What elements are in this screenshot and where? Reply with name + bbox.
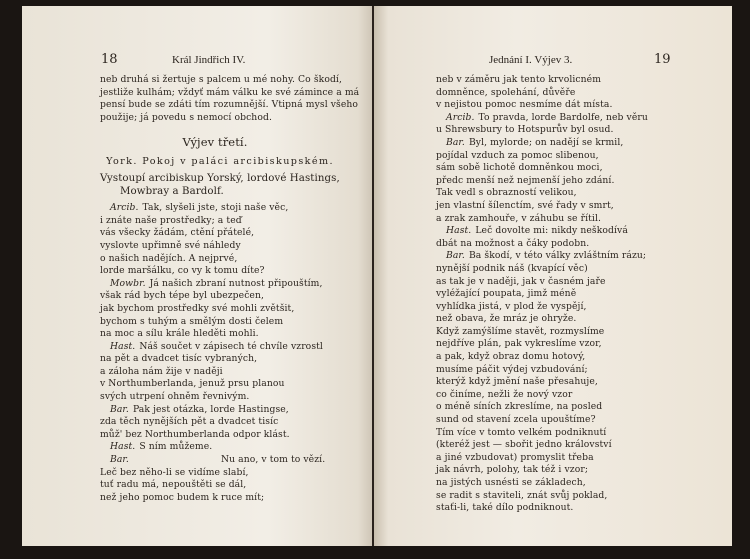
verse-line [436, 87, 648, 100]
verse-text: předc menší než nejmenší jeho zdání. [436, 174, 615, 186]
verse-line [436, 452, 648, 465]
verse-line [100, 416, 359, 429]
speaker-name: Bar. [446, 136, 465, 148]
verse-line [100, 303, 359, 316]
verse-text: vyhlídka jistá, v plod že vyspějí, [436, 300, 587, 312]
verse-text: Leč bez něho-li se vidíme slabí, [100, 466, 249, 478]
right-page [374, 6, 732, 546]
verse-text: Tím více v tomto velkém podniknutí [436, 426, 607, 438]
verse-text: staťi-li, také dílo podniknout. [436, 502, 574, 514]
verse-line [436, 490, 648, 503]
verse-line [100, 492, 359, 505]
text-line: pensí bude se zdáti tím rozumnější. Vtipná mysl všeho [100, 99, 359, 111]
verse-text: sund od stavení zcela upouštíme? [436, 414, 596, 426]
verse-line [100, 278, 359, 291]
verse-text: neb v záměru jak tento krvolicném [436, 74, 602, 85]
dialogue-block [436, 74, 648, 515]
verse-text: můž' bez Northumberlanda odpor klást. [100, 428, 290, 440]
stage-direction: Vystoupí arcibiskup Yorský, lordové Hastings, [100, 172, 340, 184]
speaker-name: Hast. [110, 441, 136, 453]
verse-line [100, 429, 359, 442]
verse-line [436, 112, 648, 125]
verse-text: co činíme, nežli že nový vzor [436, 388, 573, 400]
verse-text: nynější podnik náš (kvapící věc) [436, 262, 588, 274]
left-text-block [100, 74, 359, 504]
verse-line [100, 316, 359, 329]
verse-text: (kteréž jest — sbořit jedno království [436, 439, 612, 451]
verse-line [100, 265, 359, 278]
verse-text: a jiné vzbudovat) promyslit třeba [436, 451, 594, 463]
verse-text: a zrak zamhouře, v záhubu se řítil. [436, 212, 602, 224]
right-text-block [436, 74, 648, 515]
verse-text: a pak, když obraz domu hotový, [436, 351, 586, 363]
open-book [22, 6, 732, 546]
verse-text: Já našich zbraní nutnost připouštím, [149, 277, 323, 289]
verse-line [100, 253, 359, 266]
verse-text: však rád bych tépe byl ubezpečen, [100, 290, 265, 302]
verse-line [436, 187, 648, 200]
speaker-name: Arcib. [110, 202, 139, 214]
verse-text: Pak jest otázka, lorde Hastingse, [132, 403, 289, 415]
verse-text: sám sobě lichotě domněnkou moci, [436, 162, 603, 174]
verse-line [436, 326, 648, 339]
verse-text: svých utrpení ohněm řevnivým. [100, 391, 250, 403]
verse-line [100, 454, 359, 467]
text-line: neb druhá si žertuje s palcem u mé nohy. Co škodí, [100, 74, 342, 85]
verse-line [436, 477, 648, 490]
verse-text: vyslovte upřimně své náhledy [100, 239, 241, 251]
verse-line [100, 391, 359, 404]
verse-line [100, 479, 359, 492]
verse-text: na moc a sílu krále hleděti mohli. [100, 328, 259, 340]
verse-line [436, 175, 648, 188]
verse-line [436, 162, 648, 175]
running-header: Král Jindřich IV. [172, 54, 246, 66]
verse-line [436, 74, 648, 87]
verse-text: než obava, že mráz je ohryže. [436, 313, 577, 325]
verse-text: Ba škodí, v této války zvláštním rázu; [468, 250, 647, 262]
verse-text: Náš součet v zápisech té chvíle vzrostl [139, 340, 323, 352]
verse-line [436, 401, 648, 414]
page-number: 19 [654, 52, 671, 67]
verse-line [436, 389, 648, 402]
verse-line [436, 414, 648, 427]
verse-text: pojídal vzduch za pomoc slibenou, [436, 149, 599, 161]
speaker-name: Bar. [446, 250, 465, 262]
verse-line [436, 250, 648, 263]
verse-line [100, 467, 359, 480]
verse-text: bychom s tuhým a smělým dosti čelem [100, 315, 284, 327]
verse-line [436, 464, 648, 477]
verse-text: na jistých usnésti se základech, [436, 477, 586, 488]
verse-text: v nejistou pomoc nesmíme dát místa. [436, 99, 613, 111]
verse-line [436, 338, 648, 351]
verse-line [436, 276, 648, 289]
verse-text: se radit s staviteli, znát svůj poklad, [436, 489, 608, 501]
verse-line [100, 404, 359, 417]
verse-text: u Shrewsbury to Hotspurův byl osud. [436, 124, 614, 136]
verse-text: na pět a dvadcet tisíc vybraných, [100, 353, 258, 365]
verse-line [436, 502, 648, 515]
verse-text: a záloha nám žije v naději [100, 365, 223, 377]
verse-text: domněnce, spolehání, důvěře [436, 86, 576, 98]
verse-line [100, 441, 359, 454]
verse-line [100, 366, 359, 379]
speaker-name: Hast. [110, 340, 136, 352]
dialogue-block [100, 202, 359, 504]
verse-text: dbát na možnost a čáky podobn. [436, 237, 590, 249]
speaker-name: Bar. [110, 403, 129, 415]
verse-text: nejdříve plán, pak vykreslíme vzor, [436, 338, 602, 350]
verse-line [436, 200, 648, 213]
page-number: 18 [101, 52, 118, 67]
verse-text: o méně síních zkreslíme, na posled [436, 401, 603, 413]
verse-line [436, 301, 648, 314]
scene-title: Výjev třetí. [182, 135, 248, 150]
verse-text: S ním můžeme. [139, 441, 213, 453]
verse-text: Byl, mylorde; on nadějí se krmil, [468, 136, 624, 148]
verse-line [436, 213, 648, 226]
verse-text: Tak vedl s obrazností velikou, [436, 187, 577, 199]
verse-text: jak bychom prostředky své mohli zvětšit, [100, 302, 295, 314]
verse-text: v Northumberlanda, jenuž prsu planou [100, 378, 285, 390]
verse-text: jak návrh, polohy, tak též i vzor; [436, 464, 589, 476]
verse-line [436, 313, 648, 326]
verse-text: tuť radu má, nepouštěti se dál, [100, 479, 247, 491]
verse-line [100, 240, 359, 253]
verse-text: vás všecky žádám, ctění přátelé, [100, 227, 255, 239]
verse-line [100, 290, 359, 303]
verse-line [436, 351, 648, 364]
verse-line [436, 137, 648, 150]
verse-text: jen vlastní šílenctím, své řady v smrt, [436, 199, 614, 211]
verse-line [100, 353, 359, 366]
verse-line [436, 427, 648, 440]
verse-line [436, 99, 648, 112]
left-page [22, 6, 372, 546]
verse-text: než jeho pomoc budem k ruce mít; [100, 491, 265, 503]
verse-line [436, 439, 648, 452]
verse-line [100, 328, 359, 341]
verse-text: o našich nadějích. A nejprvé, [100, 252, 238, 264]
stage-direction: Mowbray a Bardolf. [120, 185, 224, 197]
verse-line [436, 225, 648, 238]
verse-line [436, 263, 648, 276]
verse-line [436, 288, 648, 301]
running-header: Jednání I. Výjev 3. [489, 54, 573, 66]
speaker-name: Bar. [110, 454, 129, 466]
verse-line [436, 124, 648, 137]
text-line: jestliže kulhám; vždyť mám válku ke své zámince a má [100, 86, 360, 98]
verse-text: Když zamýšlíme stavět, rozmyslíme [436, 325, 605, 337]
verse-line [100, 341, 359, 354]
verse-text: lorde maršálku, co vy k tomu díte? [100, 265, 265, 277]
verse-text: Nu ano, v tom to vězí. [220, 454, 326, 466]
verse-line [436, 238, 648, 251]
verse-line [436, 364, 648, 377]
speaker-name: Arcib. [446, 111, 475, 123]
verse-text: vyléžající poupata, jimž méně [436, 288, 577, 300]
verse-line [100, 227, 359, 240]
text-line: použije; já povedu s nemocí obchod. [100, 111, 272, 123]
scene-setting: York. Pokoj v paláci arcibiskupském. [106, 156, 334, 168]
verse-text: musíme páčit výdej vzbudování; [436, 363, 588, 375]
verse-line [100, 378, 359, 391]
verse-text: kterýž když jmění naše přesahuje, [436, 376, 598, 388]
speaker-name: Mowbr. [110, 277, 146, 289]
verse-text: To pravda, lorde Bardolfe, neb věru [478, 111, 648, 123]
speaker-name: Hast. [446, 225, 472, 237]
verse-text: Leč dovolte mi: nikdy neškodívá [475, 225, 628, 237]
verse-line [100, 215, 359, 228]
verse-text: zda těch nynějších pět a dvadcet tisíc [100, 416, 279, 428]
verse-line [100, 202, 359, 215]
verse-text: Tak, slyšeli jste, stoji naše věc, [142, 202, 289, 214]
verse-line [436, 150, 648, 163]
verse-text: as tak je v naději, jak v časném jaře [436, 275, 606, 287]
verse-text: i znáte naše prostředky; a teď [100, 214, 242, 226]
verse-line [436, 376, 648, 389]
